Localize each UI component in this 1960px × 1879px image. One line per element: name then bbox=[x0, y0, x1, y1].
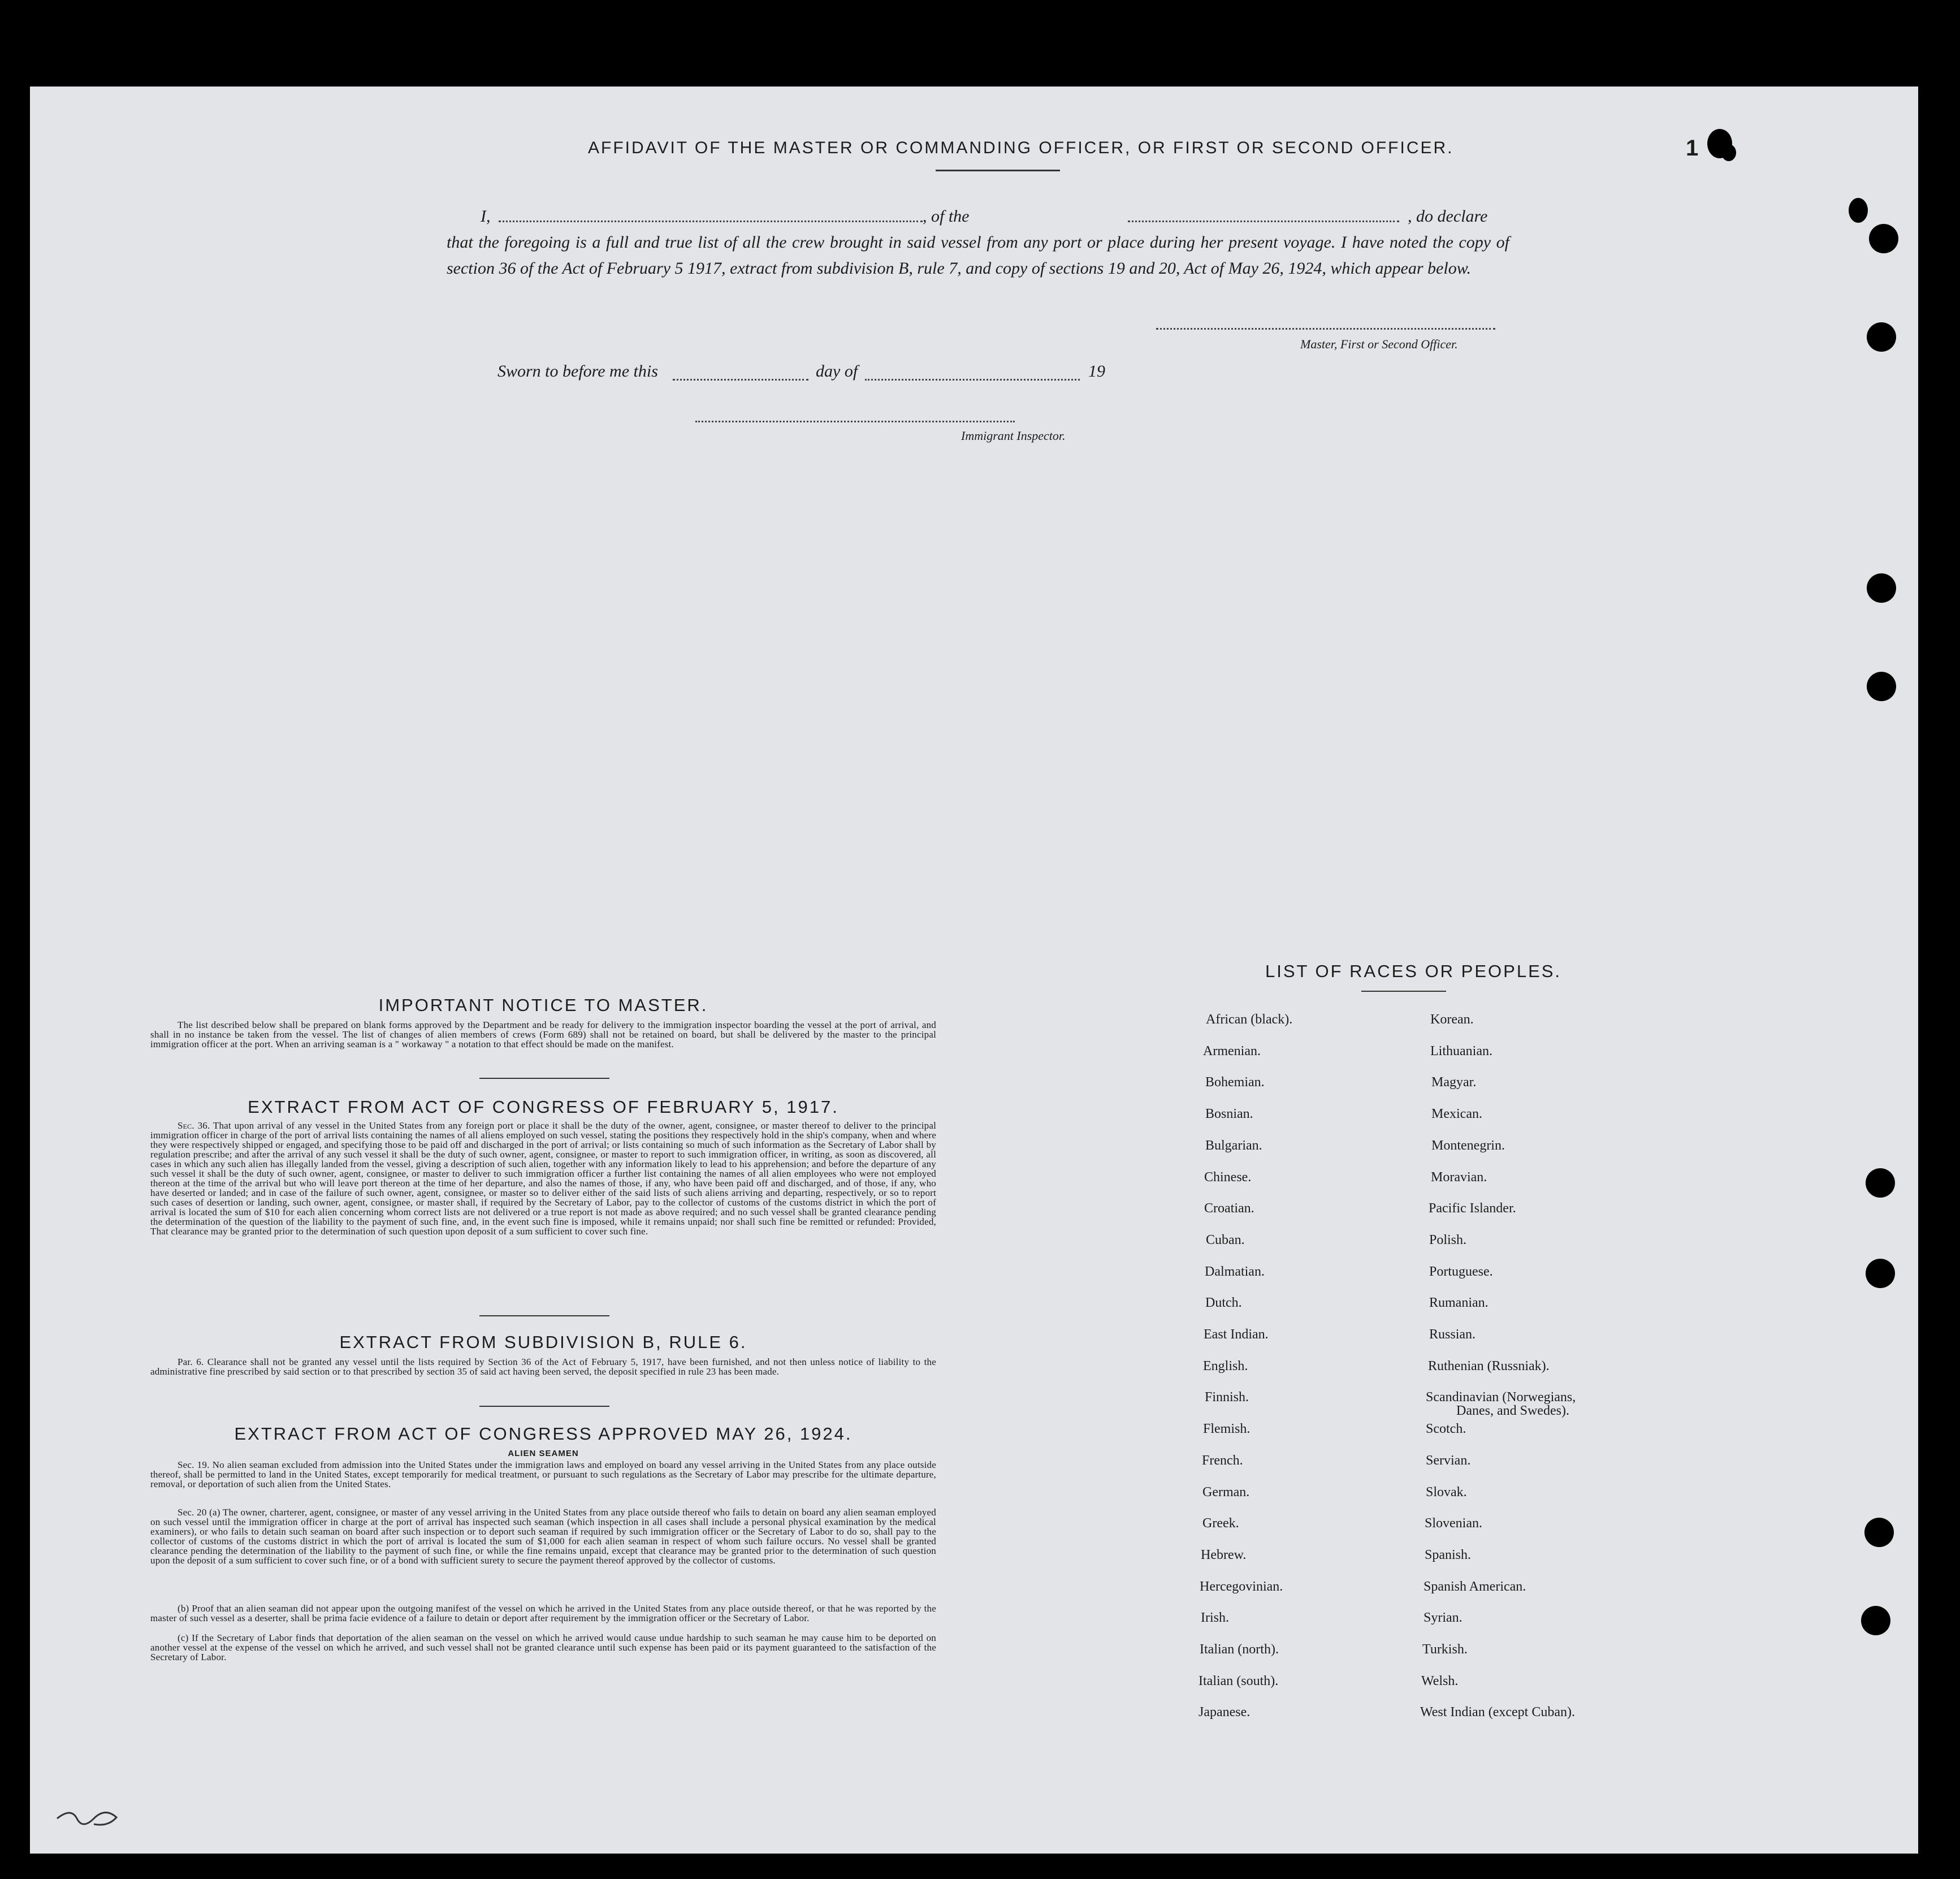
sworn-year: 19 bbox=[1088, 362, 1105, 381]
race-item: Japanese. bbox=[1199, 1705, 1251, 1720]
race-item: Italian (north). bbox=[1200, 1642, 1279, 1657]
extract-rule6-text: Par. 6. Clearance shall not be granted any vessel until the lists required by Section 36 of the Act of February 5, 1917, have been furnished, and not then unless notice of liability to the administrative fine prescribed by said section or to that prescribed by section 35 of said act having been served, the deposit specified in rule 23 has been made. bbox=[150, 1357, 936, 1377]
officer-label: Master, First or Second Officer. bbox=[1300, 337, 1458, 351]
race-item: Greek. bbox=[1202, 1516, 1239, 1531]
race-item: Portuguese. bbox=[1429, 1264, 1493, 1279]
handwritten-mark bbox=[54, 1802, 122, 1835]
binder-hole bbox=[1869, 224, 1898, 253]
declaration-of-the: , of the bbox=[923, 207, 970, 226]
race-item: Syrian. bbox=[1424, 1610, 1463, 1625]
race-item: Montenegrin. bbox=[1431, 1138, 1505, 1153]
section-divider bbox=[479, 1406, 609, 1407]
binder-hole bbox=[1867, 672, 1896, 701]
race-item: Slovak. bbox=[1426, 1485, 1467, 1500]
race-item: Hercegovinian. bbox=[1200, 1579, 1283, 1594]
notice-text: The list described below shall be prepared on blank forms approved by the Department and be ready for delivery to the immigration inspector boarding the vessel at the port of arrival, and shall in no instance be taken from the vessel. The list of changes of alien members of crews (Form 689) shall not be retained on board, but shall be delivered by the master to the principal immigration officer at the port. When an arriving seaman is a " workaway " a notation to that effect should be made on the manifest. bbox=[150, 1020, 936, 1049]
section-divider bbox=[479, 1078, 609, 1079]
extract-1917-title: EXTRACT FROM ACT OF CONGRESS OF FEBRUARY 5, 1917. bbox=[248, 1097, 839, 1117]
race-item: African (black). bbox=[1206, 1012, 1293, 1027]
declaration-do-declare: , do declare bbox=[1408, 207, 1488, 226]
race-item: Finnish. bbox=[1205, 1390, 1249, 1405]
ink-blot bbox=[1849, 198, 1868, 223]
race-item: German. bbox=[1202, 1485, 1250, 1500]
race-item: Irish. bbox=[1201, 1610, 1229, 1625]
extract-1924-sec20a: Sec. 20 (a) The owner, charterer, agent, consignee, or master of any vessel arriving in the United States from any place outside thereof who fails to detain on board any alien seaman employed on such vessel until the immigration officer in charge at the port of arrival has inspected such seaman (which inspection in all cases shall include a personal physical examination by the medical examiners), or who fails to detain such seaman on board after such inspection or to deport such seaman if required by such immigration officer or the Secretary of Labor to do so, shall pay to the collector of customs of the customs district in which the port of arrival is located the sum of $1,000 for each alien seaman in respect of whom such failure occurs. No vessel shall be granted clearance pending the determination of the liability to the payment of such fine, or while the fine remains unpaid, except that clearance may be granted prior to the determination of such question upon the deposit of a sum sufficient to cover such fine, or of a bond with sufficient surety to secure the payment thereof approved by the collector of customs. bbox=[150, 1507, 936, 1566]
race-item: Lithuanian. bbox=[1430, 1044, 1492, 1059]
race-item: Hebrew. bbox=[1201, 1548, 1247, 1562]
race-item: Turkish. bbox=[1422, 1642, 1468, 1657]
declaration-i: I, bbox=[481, 207, 491, 226]
race-item: Bulgarian. bbox=[1205, 1138, 1262, 1153]
race-item: Rumanian. bbox=[1429, 1295, 1489, 1310]
race-item: Pacific Islander. bbox=[1429, 1201, 1516, 1216]
officer-signature-line[interactable] bbox=[1156, 328, 1495, 330]
race-item: East Indian. bbox=[1204, 1327, 1269, 1342]
race-item: Slovenian. bbox=[1425, 1516, 1482, 1531]
race-item: Polish. bbox=[1429, 1233, 1467, 1247]
declaration bbox=[447, 204, 1509, 282]
race-item: Ruthenian (Russniak). bbox=[1428, 1359, 1550, 1373]
binder-hole bbox=[1867, 322, 1896, 352]
binder-hole bbox=[1867, 573, 1896, 603]
notice-title: IMPORTANT NOTICE TO MASTER. bbox=[378, 995, 708, 1015]
race-item: French. bbox=[1202, 1453, 1243, 1468]
race-item: Russian. bbox=[1429, 1327, 1476, 1342]
extract-1924-sec19: Sec. 19. No alien seaman excluded from admission into the United States under the immigration laws and employed on board any vessel arriving in the United States from any place outside thereof, shall be permitted to land in the United States, except temporarily for medical treatment, or pursuant to such regulations as the Secretary of Labor may prescribe for the ultimate departure, removal, or deportation of such alien from the United States. bbox=[150, 1459, 936, 1489]
race-item: Croatian. bbox=[1204, 1201, 1254, 1216]
sworn-line bbox=[497, 362, 1119, 388]
section-divider bbox=[479, 1315, 609, 1316]
title-underline bbox=[936, 170, 1060, 171]
affidavit-title: AFFIDAVIT OF THE MASTER OR COMMANDING OFFICER, OR FIRST OR SECOND OFFICER. bbox=[588, 139, 1454, 157]
race-item: Mexican. bbox=[1431, 1107, 1482, 1121]
race-item-continuation: Danes, and Swedes). bbox=[1456, 1403, 1569, 1418]
extract-1917-text: Sec. 36. That upon arrival of any vessel in the United States from any foreign port or place it shall be the duty of the owner, agent, consignee, or master thereof to deliver to the principal immigration officer in charge of the port of arrival lists containing the names of all aliens employed on such vessel, stating the positions they respectively hold in the ship's company, when and where they were respectively shipped or engaged, and specifying those to be paid off and discharged in the port of arrival; or lists containing so much of such information as the Secretary of Labor shall by regulation prescribe; and after the arrival of any such vessel it shall be the duty of such owner, agent, consignee, or master to report to such immigration officer, in writing, as soon as discovered, all cases in which any such alien has illegally landed from the vessel, giving a description of such alien, together with any information likely to lead to his apprehension; and before the departure of any such vessel it shall be the duty of such owner, agent, consignee, or master to deliver to such immigration officer a further list containing the names of all alien employees who were not employed thereon at the time of the arrival but who will leave port thereon at the time of her departure, and also the names of those, if any, who have been paid off and discharged, and of those, if any, who have deserted or landed; and in case of the failure of such owner, agent, consignee, or master so to deliver either of the said lists of such aliens arriving and departing, respectively, or so to report such cases of desertion or landing, such owner, agent, consignee, or master shall, if required by the Secretary of Labor, pay to the collector of customs of the customs district in which the port of arrival is located the sum of $10 for each alien concerning whom correct lists are not delivered or a true report is not made as above required; and no such vessel shall be granted clearance pending the determination of the question of the liability to the payment of such fine, and, in the event such fine is imposed, while it remains unpaid; nor shall such fine be remitted or refunded: Provided, That clearance may be granted prior to the determination of such question upon deposit of a sum sufficient to cover such fine. bbox=[150, 1120, 936, 1237]
race-item: Spanish. bbox=[1425, 1548, 1472, 1562]
extract-1924-title: EXTRACT FROM ACT OF CONGRESS APPROVED MAY 26, 1924. bbox=[234, 1424, 853, 1444]
race-item: Flemish. bbox=[1203, 1422, 1251, 1436]
document-page bbox=[30, 87, 1918, 1854]
extract-1924-subtitle: ALIEN SEAMEN bbox=[508, 1449, 579, 1458]
race-item: Scotch. bbox=[1426, 1422, 1466, 1436]
extract-rule6-title: EXTRACT FROM SUBDIVISION B, RULE 6. bbox=[339, 1332, 747, 1352]
month-blank[interactable] bbox=[865, 379, 1080, 381]
race-item: Scandinavian (Norwegians, bbox=[1426, 1390, 1576, 1405]
name-blank[interactable] bbox=[499, 221, 923, 222]
race-item: English. bbox=[1203, 1359, 1248, 1373]
vessel-blank[interactable] bbox=[1128, 221, 1399, 222]
race-item: Spanish American. bbox=[1424, 1579, 1526, 1594]
race-item: Cuban. bbox=[1206, 1233, 1245, 1247]
binder-hole bbox=[1864, 1518, 1894, 1547]
race-item: Bohemian. bbox=[1205, 1075, 1265, 1090]
binder-hole bbox=[1861, 1606, 1890, 1635]
race-item: Servian. bbox=[1426, 1453, 1471, 1468]
extract-1924-sec20b: (b) Proof that an alien seaman did not appear upon the outgoing manifest of the vessel on which he arrived in the United States from any place outside thereof, or that he was reported by the master of such vessel as a deserter, shall be prima facie evidence of a failure to detain or deport after requirement by the immigration officer or the Secretary of Labor. bbox=[150, 1603, 936, 1623]
race-item: West Indian (except Cuban). bbox=[1420, 1705, 1575, 1720]
day-blank[interactable] bbox=[673, 379, 808, 381]
extract-1924-sec20c: (c) If the Secretary of Labor finds that deportation of the alien seaman on the vessel on which he arrived would cause undue hardship to such seaman he may cause him to be deported on another vessel at the expense of the vessel on which he arrived, and such vessel shall not be granted clearance until such expense has been paid or its payment guaranteed to the satisfaction of the Secretary of Labor. bbox=[150, 1632, 936, 1662]
race-item: Chinese. bbox=[1204, 1170, 1252, 1185]
race-item: Dutch. bbox=[1205, 1295, 1242, 1310]
race-item: Dalmatian. bbox=[1205, 1264, 1265, 1279]
race-item: Korean. bbox=[1430, 1012, 1474, 1027]
races-title-underline bbox=[1361, 991, 1446, 992]
declaration-body: that the foregoing is a full and true list of all the crew brought in said vessel from any port or place during her present voyage. I have noted the copy of section 36 of the Act of February 5 1917, extract from subdivision B, rule 7, and copy of sections 19 and 20, Act of May 26, 1924, which appear below. bbox=[447, 233, 1509, 278]
race-item: Italian (south). bbox=[1199, 1674, 1279, 1688]
inspector-label: Immigrant Inspector. bbox=[961, 429, 1066, 443]
binder-hole bbox=[1866, 1168, 1895, 1198]
race-item: Moravian. bbox=[1431, 1170, 1487, 1185]
race-item: Bosnian. bbox=[1205, 1107, 1253, 1121]
binder-hole bbox=[1866, 1259, 1895, 1288]
sworn-day-of: day of bbox=[816, 362, 858, 381]
race-item: Magyar. bbox=[1431, 1075, 1477, 1090]
ink-blot bbox=[1721, 144, 1736, 161]
race-item: Welsh. bbox=[1421, 1674, 1459, 1688]
sworn-prefix: Sworn to before me this bbox=[497, 362, 658, 381]
race-item: Armenian. bbox=[1203, 1044, 1261, 1059]
page-number: 1 bbox=[1686, 136, 1699, 161]
races-title: LIST OF RACES OR PEOPLES. bbox=[1265, 961, 1562, 981]
inspector-signature-line[interactable] bbox=[695, 421, 1015, 422]
